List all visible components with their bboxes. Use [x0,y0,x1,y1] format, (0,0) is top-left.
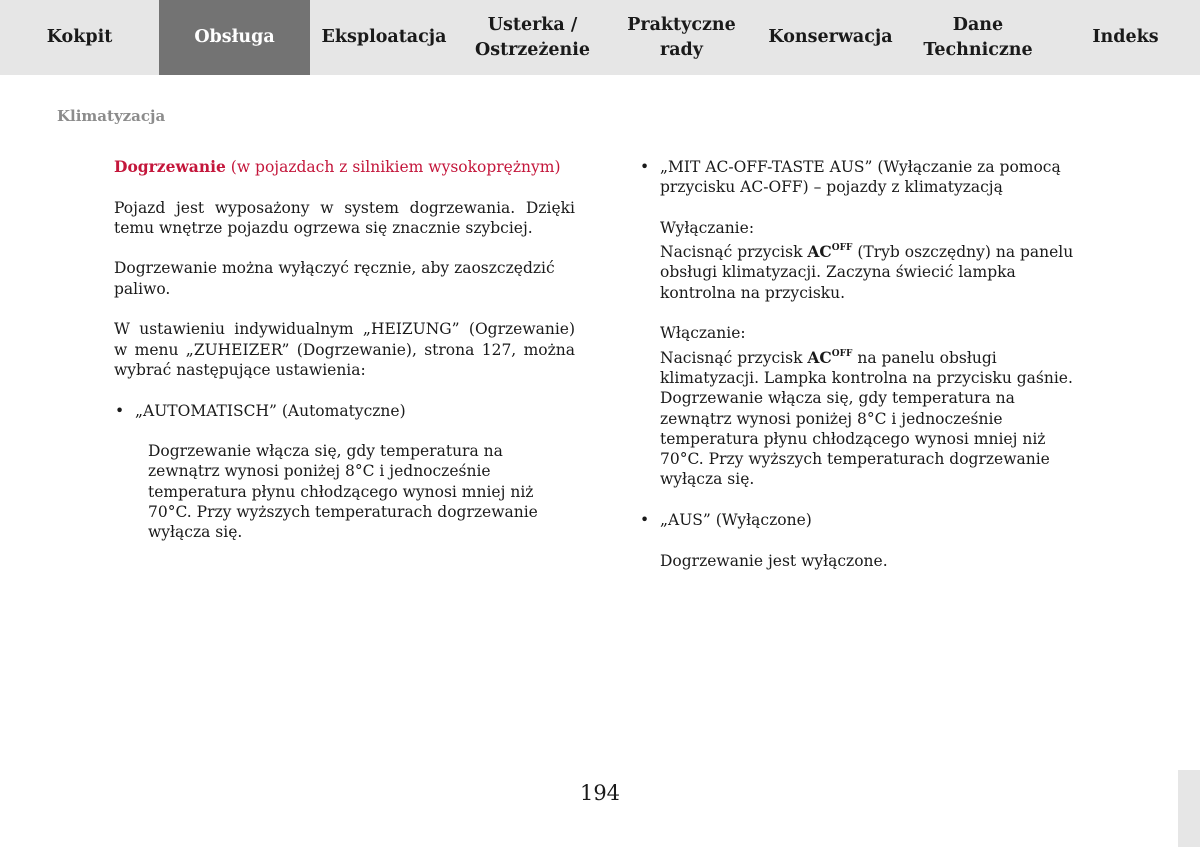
chapter-tabs [0,0,1200,75]
paragraph-settings: W ustawieniu indywidualnym „HEIZUNG” (Ogrzewanie) w menu „ZUHEIZER” (Dogrzewanie), strona 127, można wybrać następujące ustawienia: [114,320,575,379]
paragraph-automatisch: Dogrzewanie włącza się, gdy temperatura na zewnątrz wynosi poniżej 8°C i jednocześnie temperatura płynu chłodzącego wynosi mniej niż 70°C. Przy wyższych temperaturach dogrzewanie wyłącza się. [148,442,538,542]
tab-praktyczne-rady[interactable]: Praktyczne rady [607,0,756,75]
ac-off-button-symbol [807,242,852,261]
off-pre: Nacisnąć przycisk [660,243,808,262]
tab-indeks[interactable]: Indeks [1051,0,1200,75]
paragraph-off [660,238,1084,303]
paragraph-manual-off: Dogrzewanie można wyłączyć ręcznie, aby zaoszczędzić paliwo. [114,259,555,298]
label-on: Włączanie: [660,324,746,343]
paragraph-aus: Dogrzewanie jest wyłączone. [660,551,888,570]
ac-main: AC [807,242,832,262]
ac-off-button-symbol-2 [807,348,852,367]
bullet-ac-off: • „MIT AC-OFF-TASTE AUS” (Wyłączanie za pomocą przycisku AC-OFF) – pojazdy z klimatyzacją [639,157,1084,198]
ac-main-2: AC [807,347,832,367]
subheading [114,157,575,177]
on-post: na panelu obsługi klimatyzacji. Lampka kontrolna na przycisku gaśnie. Dogrzewanie włącza się, gdy temperatura na zewnątrz wynosi poniżej 8°C i jednocześnie temperatura płynu chłodzącego wynosi mniej niż 70°C. Przy wyższych temperaturach dogrzewanie wyłącza się. [660,348,1073,489]
right-column [639,157,1084,591]
off-post: (Tryb oszczędny) na panelu obsługi klimatyzacji. Zaczyna świecić lampka kontrolna na przycisku. [660,243,1074,302]
tab-konserwacja[interactable]: Konserwacja [756,0,905,75]
section-title: Klimatyzacja [57,107,166,125]
subheading-rest: (w pojazdach z silnikiem wysokoprężnym) [225,158,561,176]
bullet-aus: • „AUS” (Wyłączone) [639,510,1084,530]
paragraph-intro: Pojazd jest wyposażony w system dogrzewania. Dzięki temu wnętrze pojazdu ogrzewa się znacznie szybciej. [114,198,575,237]
ac-sup-2: OFF [831,348,853,359]
tab-usterka-ostrzezenie[interactable]: Usterka / Ostrzeżenie [458,0,607,75]
tab-kokpit[interactable]: Kokpit [0,0,159,75]
tab-dane-techniczne[interactable]: Dane Techniczne [905,0,1051,75]
subheading-bold: Dogrzewanie [114,157,226,176]
bullet-automatisch: • „AUTOMATISCH” (Automatyczne) [114,401,575,421]
tab-obsluga[interactable]: Obsługa [159,0,310,75]
label-off: Wyłączanie: [660,218,755,237]
paragraph-on [660,344,1084,490]
margin-tab-marker [1178,770,1200,847]
ac-off-details [639,218,1084,490]
left-column [114,157,575,563]
tab-eksploatacja[interactable]: Eksploatacja [310,0,458,75]
on-pre: Nacisnąć przycisk [660,348,808,367]
ac-sup: OFF [831,243,853,254]
page-number: 194 [579,781,621,805]
